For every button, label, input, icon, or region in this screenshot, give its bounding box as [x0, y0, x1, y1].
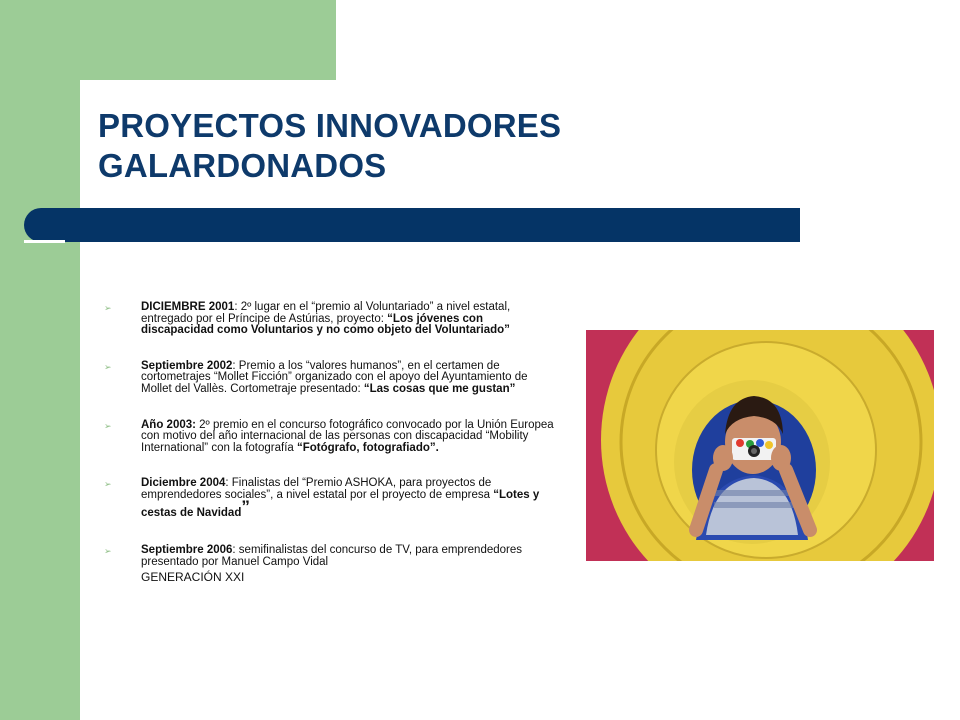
- arrow-bullet-icon: ➢: [104, 420, 112, 431]
- item-highlight: “Los jóvenes con discapacidad como Voluntarios y no como objeto del Voluntariado”: [141, 312, 510, 337]
- item-highlight: “Las cosas que me gustan”: [363, 382, 516, 395]
- item-highlight: “Lotes y cestas de Navidad: [141, 488, 540, 519]
- item-text: : 2º lugar en el “premio al Voluntariado” a nivel estatal, entregado por el Príncipe de Astúrias, proyecto:: [141, 301, 511, 325]
- item-date: Año 2003:: [141, 418, 196, 431]
- arrow-bullet-icon: ➢: [104, 479, 112, 490]
- list-item: [104, 545, 559, 585]
- item-highlight: “Fotógrafo, fotografiado”.: [297, 441, 439, 454]
- title-line-1: PROYECTOS INNOVADORES: [98, 107, 562, 144]
- item-text: : semifinalistas del concurso de TV, para emprendedores presentado por Manuel Campo Vidal: [141, 544, 522, 568]
- list-item: [104, 302, 559, 337]
- item-text: : Premio a los “valores humanos”, en el certamen de cortometrajes “Mollet Ficción” organizado con el apoyo del Ayuntamiento de Mollet del Vallès. Cortometraje presentado:: [141, 359, 528, 395]
- arrow-bullet-icon: ➢: [104, 361, 112, 372]
- list-item: [104, 478, 559, 519]
- list-item: [104, 361, 559, 396]
- list-item: [104, 420, 559, 455]
- bar-notch: [24, 240, 65, 243]
- item-date: Diciembre 2004: [141, 477, 226, 490]
- slide-title: [98, 106, 561, 186]
- item-date: Septiembre 2006: [141, 544, 233, 557]
- title-underline-bar: [24, 208, 800, 242]
- arrow-bullet-icon: ➢: [104, 303, 112, 313]
- closing-quote: ”: [241, 496, 250, 516]
- awards-list: [104, 302, 559, 585]
- item-date: Septiembre 2002: [141, 359, 233, 372]
- award-photo: [586, 330, 934, 561]
- item-text: : Finalistas del “Premio ASHOKA, para proyectos de emprendedores sociales”, a nivel estatal por el proyecto de empresa: [141, 477, 494, 501]
- photo-illustration: [586, 330, 934, 561]
- item-date: DICIEMBRE 2001: [141, 301, 235, 313]
- green-sidebar-background: [0, 0, 80, 720]
- green-top-background: [80, 0, 336, 80]
- arrow-bullet-icon: ➢: [104, 546, 112, 557]
- item-text: 2º premio en el concurso fotográfico convocado por la Unión Europea con motivo del año internacional de las personas con discapacidad “Mobility International” con la fotografía: [141, 418, 554, 454]
- title-line-2: GALARDONADOS: [98, 147, 387, 184]
- item-text-program: GENERACIÓN XXI: [141, 570, 245, 585]
